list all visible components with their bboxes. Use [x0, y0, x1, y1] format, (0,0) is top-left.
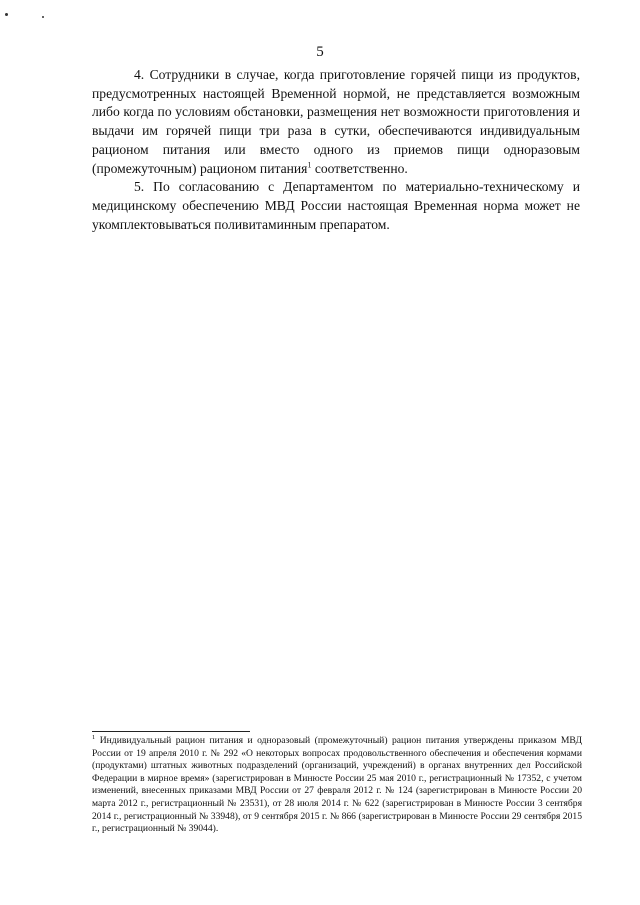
footnote-reference: 1: [307, 159, 312, 169]
paragraph-4: [92, 66, 580, 178]
page-number: 5: [316, 44, 324, 60]
paragraph-5: 5. По согласованию с Департаментом по материально-техническому и медицинскому обеспечению МВД России настоящая Временная норма может не укомплектовываться поливитаминным препаратом.: [92, 179, 580, 232]
footnote-separator: [92, 731, 250, 732]
paragraph-4-tail: соответственно.: [311, 160, 408, 176]
paragraph-4-text: 4. Сотрудники в случае, когда приготовление горячей пищи из продуктов, предусмотренных настоящей Временной нормой, не представляется возможным либо когда по условиям обстановки, размещения нет возможности приготовления и выдачи им горячей пищи три раза в сутки, обеспечиваются индивидуальным рационом питания или вместо одного из приемов пищи одноразовым (промежуточным) рационом питания: [92, 67, 580, 176]
scan-speck: [5, 13, 8, 16]
footnote-text: Индивидуальный рацион питания и одноразовый (промежуточный) рацион питания утверждены приказом МВД России от 19 апреля 2010 г. № 292 «О некоторых вопросах продовольственного обеспечения и обеспечения кормами (продуктами) штатных животных подразделений (организаций, учреждений) в органах внутренних дел Российской Федерации в мирное время» (зарегистрирован в Минюсте России 25 мая 2010 г., регистрационный № 17352, с учетом изменений, внесенных приказами МВД России от 27 февраля 2012 г. № 124 (зарегистрирован в Минюсте России 20 марта 2012 г., регистрационный № 23531), от 28 июля 2014 г. № 622 (зарегистрирован в Минюсте России 3 сентября 2014 г., регистрационный № 33948), от 9 сентября 2015 г. № 866 (зарегистрирован в Минюсте России 29 сентября 2015 г., регистрационный № 39044).: [92, 735, 582, 835]
document-body: [92, 66, 580, 234]
footnote-paragraph: [92, 735, 582, 836]
footnote-marker: 1: [92, 733, 96, 741]
footnote: [92, 735, 582, 836]
scan-speck: [42, 16, 44, 18]
